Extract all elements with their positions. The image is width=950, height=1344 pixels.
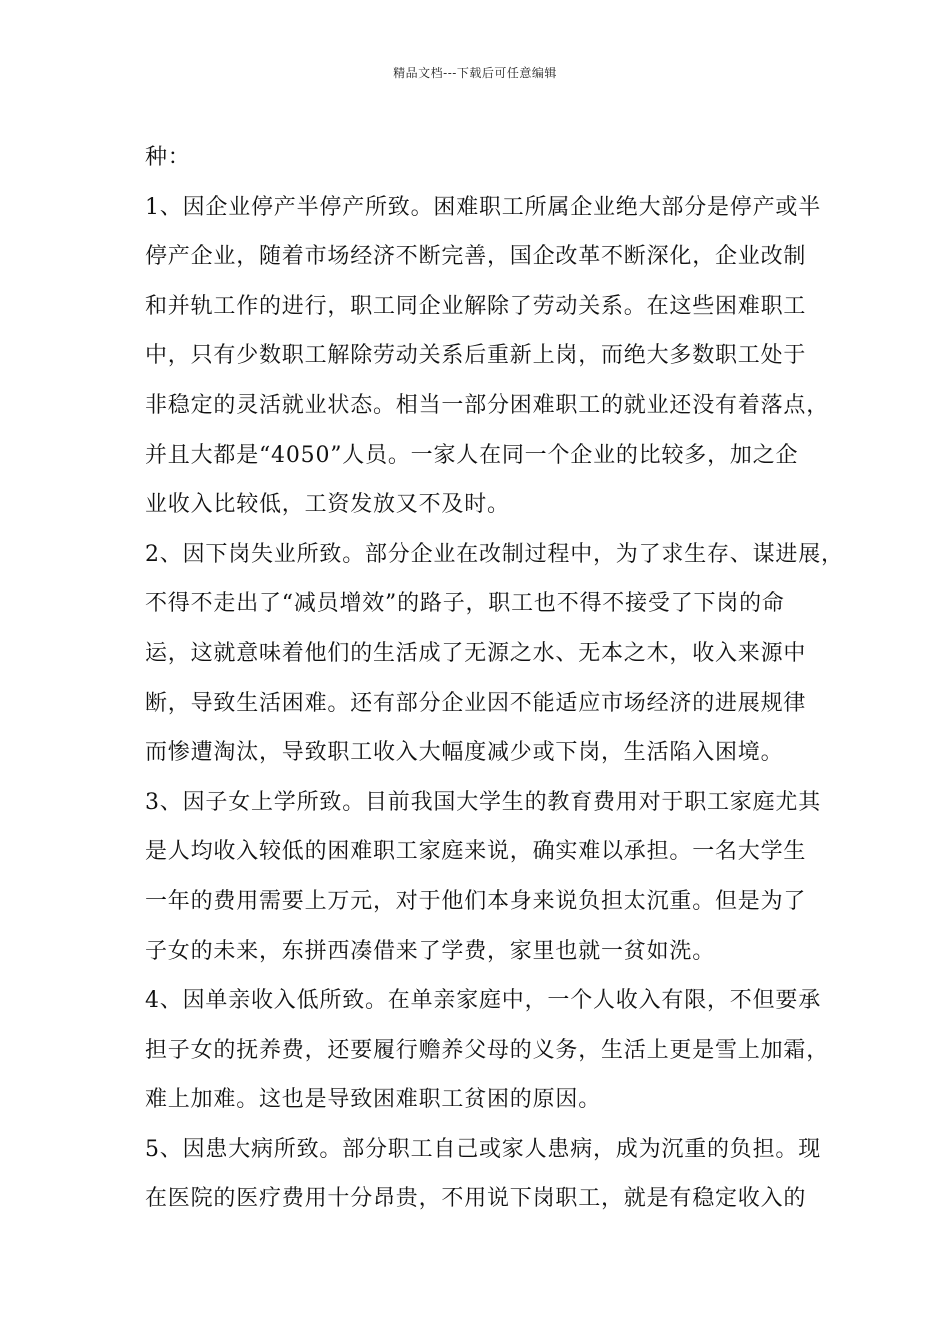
text-line: 和并轨工作的进行，职工同企业解除了劳动关系。在这些困难职工 — [145, 293, 807, 319]
body-text — [145, 133, 844, 1224]
text-line: 而惨遭淘汰，导致职工收入大幅度减少或下岗，生活陷入困境。 — [145, 740, 784, 766]
page-header: 精品文档---下载后可任意编辑 — [393, 66, 557, 80]
text-line: 在医院的医疗费用十分昂贵，不用说下岗职工，就是有稳定收入的 — [145, 1186, 807, 1212]
text-line: 运，这就意味着他们的生活成了无源之水、无本之木，收入来源中 — [145, 640, 807, 666]
text-line: 担子女的抚养费，还要履行赡养父母的义务，生活上更是雪上加霜， — [145, 1037, 830, 1063]
text-line: 5、因患大病所致。部分职工自己或家人患病，成为沉重的负担。现 — [145, 1136, 821, 1162]
text-line: 种： — [145, 145, 191, 170]
text-line: 业收入比较低，工资发放又不及时。 — [145, 492, 510, 518]
text-line: 一年的费用需要上万元，对于他们本身来说负担太沉重。但是为了 — [145, 888, 807, 914]
text-line: 难上加难。这也是导致困难职工贫困的原因。 — [145, 1087, 602, 1113]
text-line: 1、因企业停产半停产所致。困难职工所属企业绝大部分是停产或半 — [145, 194, 821, 220]
text-line: 中，只有少数职工解除劳动关系后重新上岗，而绝大多数职工处于 — [145, 343, 807, 369]
text-line: 并且大都是“4050”人员。一家人在同一个企业的比较多，加之企 — [145, 442, 799, 468]
text-line: 2、因下岗失业所致。部分企业在改制过程中，为了求生存、谋进展， — [145, 541, 844, 567]
text-line: 断，导致生活困难。还有部分企业因不能适应市场经济的进展规律 — [145, 690, 807, 716]
text-line: 4、因单亲收入低所致。在单亲家庭中，一个人收入有限，不但要承 — [145, 988, 821, 1014]
text-line: 是人均收入较低的困难职工家庭来说，确实难以承担。一名大学生 — [145, 839, 807, 865]
text-line: 3、因子女上学所致。目前我国大学生的教育费用对于职工家庭尤其 — [145, 789, 821, 815]
text-line: 非稳定的灵活就业状态。相当一部分困难职工的就业还没有着落点， — [145, 392, 830, 418]
text-line: 不得不走出了“减员增效”的路子，职工也不得不接受了下岗的命 — [145, 591, 785, 617]
text-line: 停产企业，随着市场经济不断完善，国企改革不断深化，企业改制 — [145, 244, 807, 270]
text-line: 子女的未来，东拼西凑借来了学费，家里也就一贫如洗。 — [145, 938, 716, 964]
